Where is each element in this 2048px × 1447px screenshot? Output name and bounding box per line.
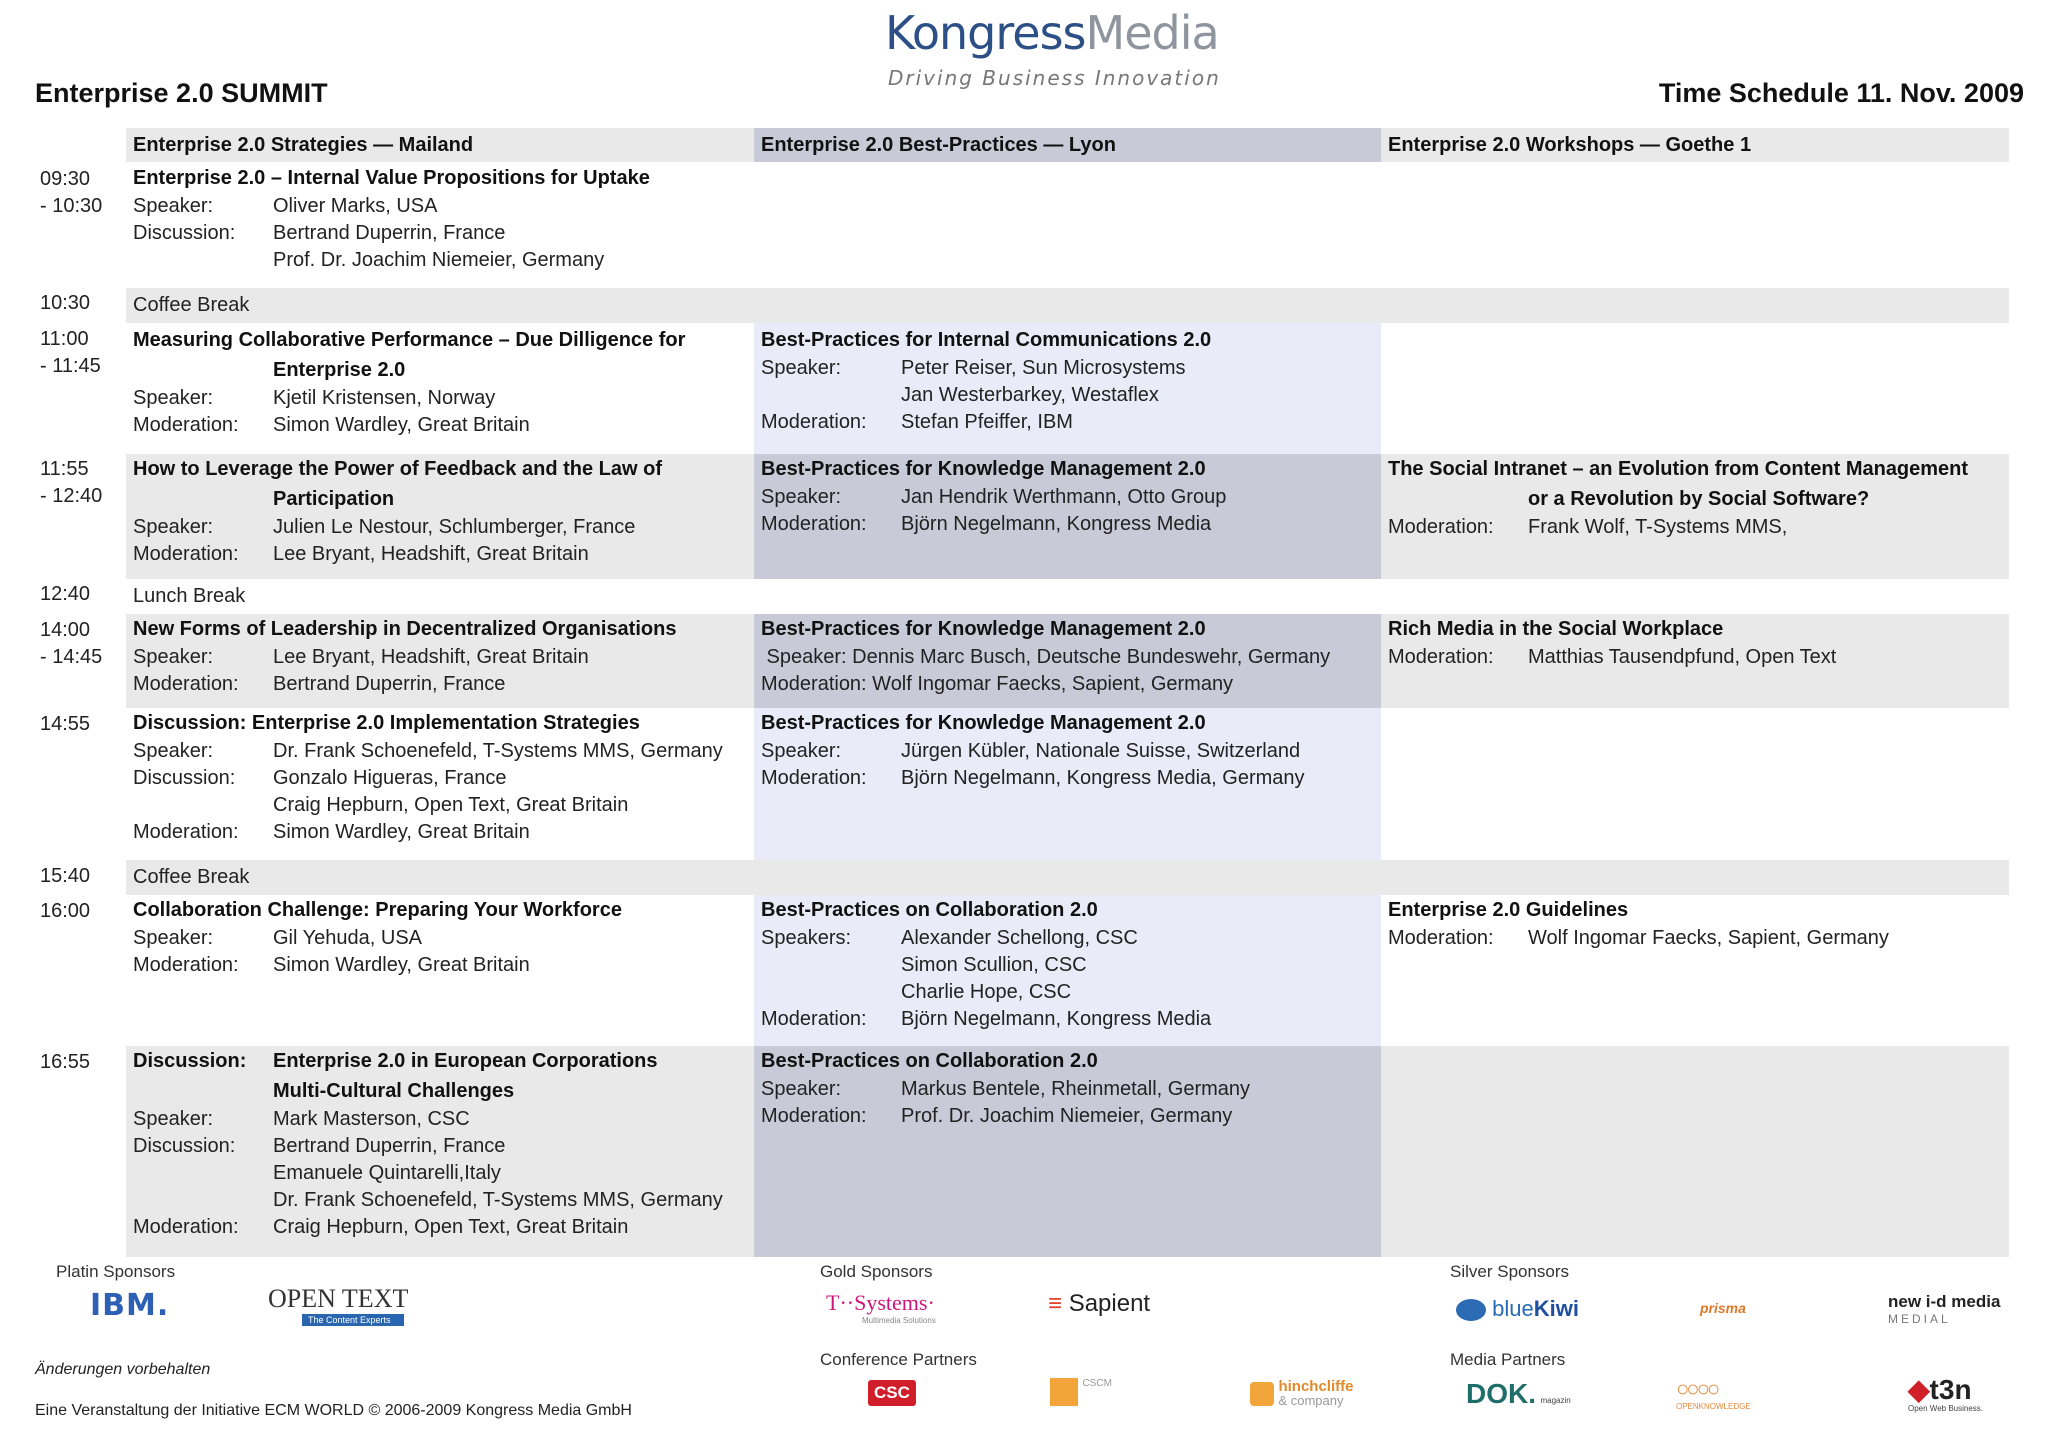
time-start: 09:30 — [40, 168, 91, 190]
person: Lee Bryant, Headshift, Great Britain — [273, 646, 589, 668]
person: Jan Hendrik Werthmann, Otto Group — [901, 486, 1227, 508]
session-line — [133, 541, 754, 568]
role-label: Moderation: — [133, 821, 239, 843]
session-line — [133, 1214, 754, 1241]
session-line — [761, 1076, 1381, 1103]
dok-wordmark: DOK. — [1466, 1378, 1536, 1409]
role-label: Moderation: — [133, 414, 239, 436]
time-1240: 12:40 — [40, 583, 91, 605]
session-title-cont: Multi-Cultural Challenges — [273, 1080, 515, 1102]
person: Björn Negelmann, Kongress Media — [901, 1008, 1212, 1030]
session-title: Measuring Collaborative Performance – Due Dilligence for — [133, 329, 686, 351]
session-title: Best-Practices on Collaboration 2.0 — [761, 899, 1098, 921]
bluekiwi-word-a: blue — [1492, 1296, 1534, 1321]
role-label: Discussion: — [133, 1135, 236, 1157]
time-1100 — [40, 326, 101, 380]
session-title-cont: Participation — [273, 488, 395, 510]
session-s2-b — [754, 323, 1381, 454]
session-line — [761, 511, 1381, 538]
hinchcliffe-logo — [1250, 1380, 1353, 1408]
silver-sponsors-heading: Silver Sponsors — [1450, 1262, 1570, 1281]
hinchcliffe-sub: & company — [1278, 1393, 1344, 1408]
track-header-strategies: Enterprise 2.0 Strategies — Mailand — [126, 128, 754, 162]
session-line — [1388, 644, 2009, 671]
time-start: 11:55 — [40, 458, 89, 480]
role-label: Moderation: — [1388, 927, 1494, 949]
role-label: Moderation: — [761, 1008, 867, 1030]
opentext-wordmark: OPEN TEXT — [268, 1284, 409, 1313]
session-line — [761, 925, 1381, 952]
role-label: Moderation: — [133, 543, 239, 565]
session-line — [133, 644, 754, 671]
role-label: Speaker: — [133, 195, 214, 217]
session-s1-a — [126, 163, 754, 288]
session-line: Moderation: Wolf Ingomar Faecks, Sapient, Germany — [761, 673, 1234, 695]
session-line — [1388, 514, 2009, 541]
openknowledge-wordmark: OPENKNOWLEDGE — [1676, 1402, 1751, 1411]
sapient-mark-icon: ≡ — [1048, 1290, 1063, 1317]
dok-magazin-logo — [1466, 1378, 1571, 1410]
session-s7-a — [126, 1046, 754, 1257]
session-line — [761, 738, 1381, 765]
role-label: Moderation: — [761, 767, 867, 789]
session-line — [1388, 925, 2009, 952]
person: Jürgen Kübler, Nationale Suisse, Switzerland — [901, 740, 1301, 762]
role-label: Speaker: — [761, 740, 842, 762]
session-title: Best-Practices for Internal Communications 2.0 — [761, 329, 1212, 351]
person: Matthias Tausendpfund, Open Text — [1528, 646, 1837, 668]
session-line — [133, 412, 754, 439]
session-line — [761, 355, 1381, 382]
role-label: Discussion: — [133, 767, 236, 789]
session-s7-c-empty — [1381, 1046, 2009, 1257]
cscm-logo — [1050, 1378, 1112, 1406]
sapient-logo — [1048, 1290, 1150, 1318]
time-1655: 16:55 — [40, 1051, 91, 1073]
role-label: Speaker: — [133, 516, 214, 538]
session-title: Rich Media in the Social Workplace — [1388, 618, 1724, 640]
cscm-wordmark: CSCM — [1082, 1378, 1112, 1389]
session-line — [133, 514, 754, 541]
session-title: Best-Practices for Knowledge Management 2.0 — [761, 712, 1206, 734]
person: Simon Wardley, Great Britain — [273, 954, 530, 976]
person: Simon Scullion, CSC — [901, 954, 1087, 976]
session-title: Best-Practices for Knowledge Management 2.0 — [761, 618, 1206, 640]
session-line — [133, 819, 754, 846]
role-label: Speaker: — [133, 927, 214, 949]
session-line — [133, 220, 754, 247]
t3n-wordmark: t3n — [1929, 1374, 1972, 1405]
role-label: Moderation: — [133, 954, 239, 976]
event-title: Enterprise 2.0 SUMMIT — [35, 78, 328, 108]
time-end: - 12:40 — [40, 485, 103, 507]
t-systems-subtitle: Multimedia Solutions — [862, 1316, 936, 1325]
coffee-break-2: Coffee Break — [126, 860, 2009, 895]
person: Jan Westerbarkey, Westaflex — [901, 384, 1159, 406]
logo-word-media: Media — [1085, 6, 1219, 60]
session-title: Enterprise 2.0 Guidelines — [1388, 899, 1629, 921]
session-s3-c — [1381, 454, 2009, 579]
person: Dr. Frank Schoenefeld, T-Systems MMS, Germany — [273, 740, 723, 762]
gold-sponsors-heading: Gold Sponsors — [820, 1262, 933, 1281]
person: Bertrand Duperrin, France — [273, 222, 506, 244]
role-label: Speaker: — [133, 387, 214, 409]
person: Gonzalo Higueras, France — [273, 767, 507, 789]
session-line — [761, 409, 1381, 436]
csc-logo: CSC — [868, 1380, 916, 1406]
time-1540: 15:40 — [40, 865, 91, 887]
role-label: Speakers: — [761, 927, 852, 949]
role-label: Moderation: — [761, 411, 867, 433]
session-title: The Social Intranet – an Evolution from Content Management — [1388, 458, 1969, 480]
logo-tagline: Driving Business Innovation — [888, 66, 1221, 90]
role-label: Speaker: — [133, 1108, 214, 1130]
session-s5-a — [126, 708, 754, 860]
bluekiwi-word-b: Kiwi — [1533, 1296, 1579, 1321]
person: Simon Wardley, Great Britain — [273, 821, 530, 843]
session-line — [133, 1106, 754, 1133]
session-line — [761, 1103, 1381, 1130]
cscm-mark-icon — [1050, 1378, 1078, 1406]
person: Peter Reiser, Sun Microsystems — [901, 357, 1186, 379]
coffee-break-1: Coffee Break — [126, 288, 2009, 323]
platin-sponsors-heading: Platin Sponsors — [56, 1262, 176, 1281]
session-s6-a — [126, 895, 754, 1046]
t-systems-wordmark: T··Systems· — [826, 1290, 935, 1315]
time-1030: 10:30 — [40, 292, 91, 314]
dok-sub: magazin — [1540, 1396, 1571, 1405]
bluekiwi-logo — [1456, 1296, 1579, 1322]
role-label: Speaker: — [761, 357, 842, 379]
person: Stefan Pfeiffer, IBM — [901, 411, 1073, 433]
role-label: Moderation: — [1388, 646, 1494, 668]
session-title: Enterprise 2.0 – Internal Value Propositions for Uptake — [133, 167, 650, 189]
person: Craig Hepburn, Open Text, Great Britain — [273, 794, 629, 816]
prisma-logo: prisma — [1700, 1300, 1746, 1316]
person: Oliver Marks, USA — [273, 195, 438, 217]
person: Prof. Dr. Joachim Niemeier, Germany — [901, 1105, 1233, 1127]
role-label: Speaker: — [133, 740, 214, 762]
session-s3-b — [754, 454, 1381, 579]
person: Bertrand Duperrin, France — [273, 1135, 506, 1157]
conference-partners-heading: Conference Partners — [820, 1350, 977, 1369]
session-title-cont: or a Revolution by Social Software? — [1528, 488, 1870, 510]
session-s7-b — [754, 1046, 1381, 1257]
logo-word-kongress: Kongress — [885, 6, 1086, 60]
session-s6-b — [754, 895, 1381, 1046]
title-label: Discussion: — [133, 1050, 247, 1072]
track-header-best-practices: Enterprise 2.0 Best-Practices — Lyon — [754, 128, 1381, 162]
person: Alexander Schellong, CSC — [901, 927, 1138, 949]
session-title: New Forms of Leadership in Decentralized Organisations — [133, 618, 677, 640]
session-s5-b — [754, 708, 1381, 860]
person: Frank Wolf, T-Systems MMS, — [1528, 516, 1788, 538]
time-start: 14:00 — [40, 619, 91, 641]
session-line — [761, 765, 1381, 792]
session-s4-a — [126, 614, 754, 708]
role-label: Moderation: — [761, 1105, 867, 1127]
person: Emanuele Quintarelli,Italy — [273, 1162, 501, 1184]
person: Charlie Hope, CSC — [901, 981, 1072, 1003]
role-label: Speaker: — [761, 1078, 842, 1100]
session-title: How to Leverage the Power of Feedback and the Law of — [133, 458, 662, 480]
time-1155 — [40, 456, 102, 510]
person: Wolf Ingomar Faecks, Sapient, Germany — [1528, 927, 1889, 949]
session-line — [133, 738, 754, 765]
role-label: Moderation: — [761, 513, 867, 535]
lunch-break: Lunch Break — [133, 585, 246, 607]
person: Lee Bryant, Headshift, Great Britain — [273, 543, 589, 565]
session-line — [133, 925, 754, 952]
person: Prof. Dr. Joachim Niemeier, Germany — [273, 249, 605, 271]
role-label: Moderation: — [1388, 516, 1494, 538]
session-line — [133, 765, 754, 792]
person: Kjetil Kristensen, Norway — [273, 387, 496, 409]
session-title: Discussion: Enterprise 2.0 Implementation Strategies — [133, 712, 640, 734]
new-id-media-logo — [1888, 1292, 2000, 1326]
session-title: Best-Practices for Knowledge Management 2.0 — [761, 458, 1206, 480]
person: Simon Wardley, Great Britain — [273, 414, 530, 436]
changes-note: Änderungen vorbehalten — [35, 1361, 211, 1378]
person: Mark Masterson, CSC — [273, 1108, 470, 1130]
t3n-wordmark-row — [1908, 1376, 1983, 1404]
person: Julien Le Nestour, Schlumberger, France — [273, 516, 636, 538]
title-text: Enterprise 2.0 in European Corporations — [273, 1050, 658, 1072]
person: Björn Negelmann, Kongress Media, Germany — [901, 767, 1305, 789]
session-line — [761, 484, 1381, 511]
copyright-footer: Eine Veranstaltung der Initiative ECM WORLD © 2006-2009 Kongress Media GmbH — [35, 1402, 632, 1419]
session-s4-b — [754, 614, 1381, 708]
session-s6-c — [1381, 895, 2009, 1046]
opentext-logo — [268, 1284, 408, 1326]
sapient-wordmark: Sapient — [1068, 1290, 1151, 1317]
t3n-logo — [1908, 1376, 1983, 1413]
openknowledge-rings-icon: ○○○○ — [1676, 1376, 1718, 1401]
session-title: Best-Practices on Collaboration 2.0 — [761, 1050, 1098, 1072]
hinchcliffe-text — [1278, 1380, 1353, 1408]
person: Bertrand Duperrin, France — [273, 673, 506, 695]
session-title: Collaboration Challenge: Preparing Your Workforce — [133, 899, 622, 921]
session-line — [133, 952, 754, 979]
person: Craig Hepburn, Open Text, Great Britain — [273, 1216, 629, 1238]
session-line — [133, 1133, 754, 1160]
time-1455: 14:55 — [40, 713, 91, 735]
person: Dr. Frank Schoenefeld, T-Systems MMS, Germany — [273, 1189, 723, 1211]
session-line — [133, 671, 754, 698]
hinchcliffe-mark-icon — [1250, 1382, 1274, 1406]
time-1600: 16:00 — [40, 900, 91, 922]
person: Markus Bentele, Rheinmetall, Germany — [901, 1078, 1251, 1100]
time-end: - 14:45 — [40, 646, 103, 668]
new-id-media-sub: MEDIAL — [1888, 1312, 1951, 1326]
time-start: 11:00 — [40, 328, 89, 350]
ibm-logo: IBM. — [90, 1288, 170, 1323]
session-s2-a — [126, 325, 754, 454]
time-end: - 11:45 — [40, 355, 101, 377]
t3n-sub: Open Web Business. — [1908, 1404, 1984, 1413]
time-0930 — [40, 166, 102, 220]
session-s4-c — [1381, 614, 2009, 708]
role-label: Moderation: — [133, 1216, 239, 1238]
hinchcliffe-wordmark: hinchcliffe — [1278, 1378, 1354, 1395]
openknowledge-logo — [1676, 1376, 1751, 1411]
role-label: Speaker: — [761, 486, 842, 508]
session-title-cont: Enterprise 2.0 — [273, 359, 406, 381]
role-label: Discussion: — [133, 222, 236, 244]
time-end: - 10:30 — [40, 195, 103, 217]
person: Björn Negelmann, Kongress Media — [901, 513, 1212, 535]
media-partners-heading: Media Partners — [1450, 1350, 1566, 1369]
session-line — [133, 193, 754, 220]
track-header-workshops: Enterprise 2.0 Workshops — Goethe 1 — [1381, 128, 2009, 162]
new-id-media-wordmark: new i-d media — [1888, 1292, 2001, 1311]
session-line — [133, 385, 754, 412]
kongress-media-logo — [885, 6, 1219, 60]
t-systems-logo — [826, 1290, 936, 1325]
role-label: Moderation: — [133, 673, 239, 695]
t3n-mark-icon: ◆ — [1908, 1374, 1930, 1405]
time-1400 — [40, 617, 102, 671]
opentext-tagline: The Content Experts — [302, 1314, 404, 1326]
session-line: Speaker: Dennis Marc Busch, Deutsche Bundeswehr, Germany — [761, 646, 1331, 668]
bluekiwi-mark-icon — [1456, 1299, 1486, 1321]
schedule-date: Time Schedule 11. Nov. 2009 — [1658, 78, 2024, 108]
person: Gil Yehuda, USA — [273, 927, 422, 949]
session-title — [133, 1046, 754, 1076]
session-line — [761, 1006, 1381, 1033]
role-label: Speaker: — [133, 646, 214, 668]
session-s3-a — [126, 454, 754, 579]
